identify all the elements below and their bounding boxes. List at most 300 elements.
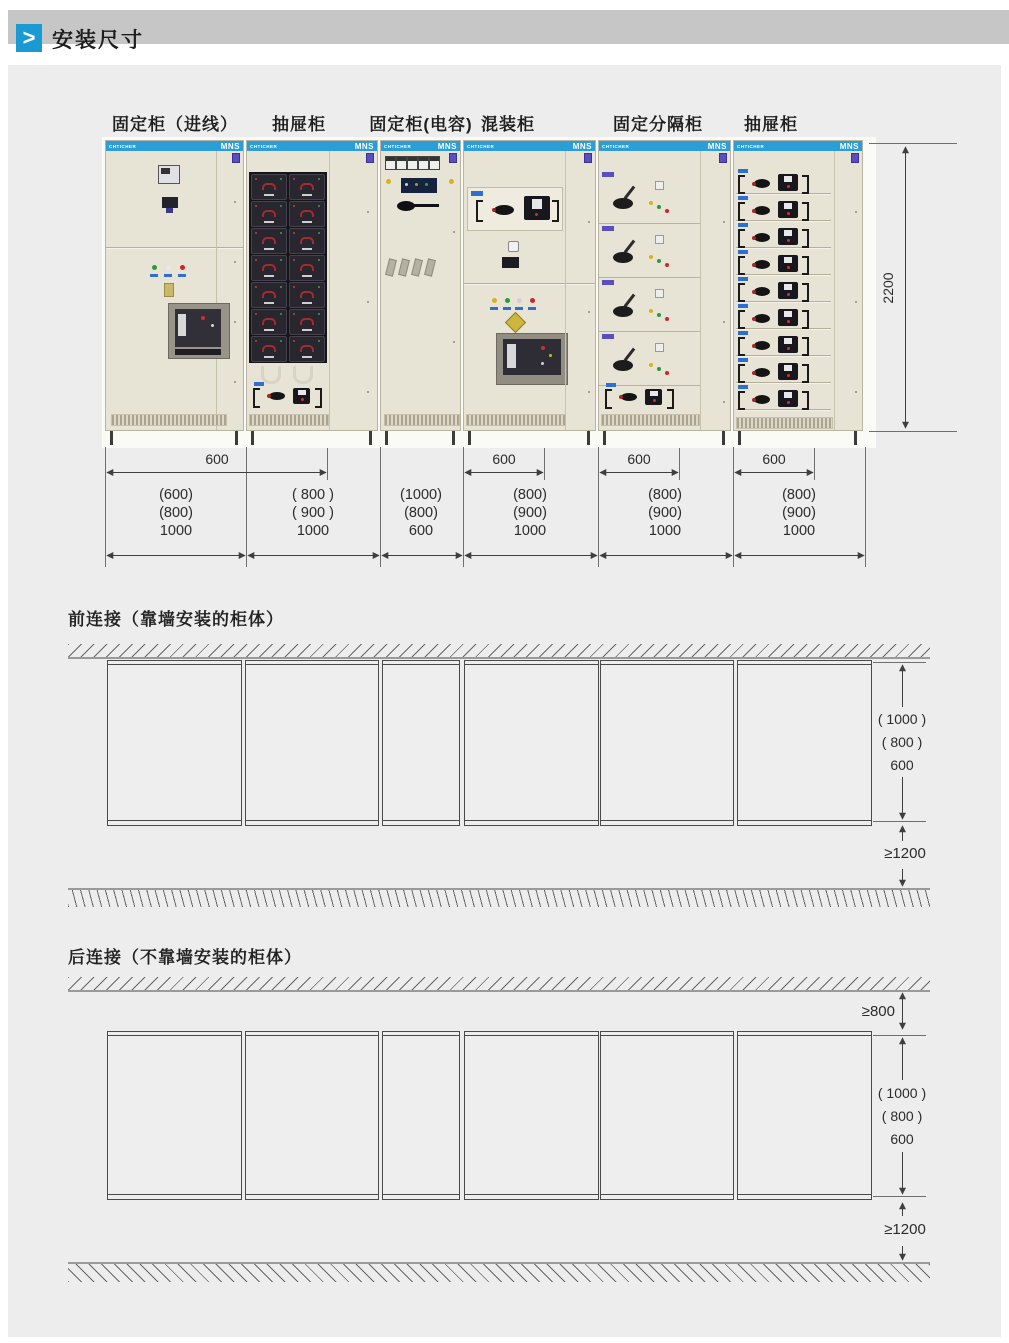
breaker-unit	[496, 333, 568, 385]
indicator-panel	[401, 178, 437, 193]
cabinet-frame-line	[108, 664, 241, 665]
indicator-lamp	[787, 212, 790, 215]
drawer-unit	[289, 201, 325, 227]
drawer-handle	[262, 183, 276, 190]
drawer-slot	[264, 248, 274, 250]
rear-cabinet-top-view	[245, 1031, 379, 1200]
indicator-lamp	[787, 320, 790, 323]
cabinet-photo-capacitor	[380, 140, 461, 431]
indicator-lamp	[492, 208, 496, 212]
dim-value: 1000	[159, 523, 193, 539]
indicator-lamp	[234, 201, 236, 203]
indicator-lamp	[649, 255, 653, 259]
model-text: MNS	[220, 141, 240, 151]
cabinet-label-fixed-incoming: 固定柜（进线）	[112, 115, 238, 134]
drawer-unit	[251, 174, 287, 200]
drawer-handle	[262, 210, 276, 217]
label-tag	[738, 196, 748, 200]
indicator-lamp	[723, 221, 725, 223]
chevron-icon	[16, 24, 42, 52]
rotary-switch	[754, 287, 770, 296]
dim-value: ( 800 )	[881, 1108, 923, 1124]
rotary-switch	[613, 360, 633, 371]
indicator-lamp	[855, 391, 857, 393]
indicator-lamp	[255, 286, 257, 288]
width-dims-mixed	[513, 486, 547, 540]
cabinet-frame-line	[738, 1035, 871, 1036]
dim-value: 1000	[782, 523, 816, 539]
drawer-handle-bracket	[738, 283, 745, 302]
cabinet-label-drawer-1: 抽屉柜	[272, 115, 326, 134]
breaker-module	[778, 390, 798, 407]
cabinet-photo-mixed	[463, 140, 596, 431]
dim-value: ( 1000 )	[877, 711, 927, 727]
indicator-lamp	[723, 401, 725, 403]
indicator-lamp	[723, 321, 725, 323]
drawer-unit	[251, 282, 287, 308]
mini-switch	[502, 257, 519, 268]
indicator-lamp	[665, 371, 669, 375]
indicator-lamp	[293, 178, 295, 180]
dim-value: 1000	[296, 523, 330, 539]
width-dims-fixed-compartment	[648, 486, 682, 540]
width-dims-capacitor	[400, 486, 442, 540]
drawer-slot	[264, 302, 274, 304]
model-badge	[449, 153, 457, 163]
dim-value: ( 1000 )	[877, 1085, 927, 1101]
label-tag	[602, 334, 614, 339]
indicator-lamp	[293, 259, 295, 261]
cabinet-frame-line	[383, 664, 459, 665]
cabinet-frame-line	[465, 820, 598, 821]
meter-face	[161, 168, 170, 174]
indicator-lamp	[367, 301, 369, 303]
indicator-lamp	[415, 183, 418, 186]
front-cabinet-top-view	[245, 660, 379, 826]
cabinet-frame-line	[738, 664, 871, 665]
indicator-lamp	[492, 298, 497, 303]
label-tag	[738, 304, 748, 308]
label-tag	[738, 331, 748, 335]
rotary-switch	[754, 233, 770, 242]
model-badge	[719, 153, 727, 163]
push-button	[655, 343, 664, 352]
panel-seam	[464, 283, 595, 284]
indicator-lamp	[234, 381, 236, 383]
rotary-handle	[505, 312, 526, 333]
indicator-lamp	[657, 313, 661, 317]
label-tag	[738, 250, 748, 254]
breaker-module	[293, 388, 310, 404]
panel-seam	[106, 247, 243, 248]
cabinet-frame-line	[108, 1035, 241, 1036]
indicator-lamp	[541, 362, 544, 365]
dim-value: (800)	[648, 487, 682, 503]
breaker-module	[778, 282, 798, 299]
gauge	[385, 156, 396, 170]
indicator-lamp	[280, 205, 282, 207]
front-cabinet-top-view	[600, 660, 734, 826]
label-tag	[515, 307, 523, 310]
label-tag	[471, 191, 483, 196]
drawer-handle-bracket	[738, 364, 745, 383]
indicator-lamp	[453, 341, 455, 343]
indicator-lamp	[293, 313, 295, 315]
indicator-lamp	[752, 263, 756, 267]
indicator-lamp	[405, 183, 408, 186]
breaker-module	[645, 389, 662, 405]
cabinet-photo-fixed-compartment	[598, 140, 731, 431]
drawer-handle-bracket	[738, 310, 745, 329]
indicator-lamp	[280, 259, 282, 261]
gauge-face	[408, 157, 417, 161]
indicator-lamp	[280, 286, 282, 288]
breaker-window	[784, 203, 792, 209]
drawer-handle	[300, 237, 314, 244]
cabinet-header-strip	[381, 141, 460, 151]
drawer-handle	[262, 264, 276, 271]
breaker-window	[784, 338, 792, 344]
drawer-handle	[300, 291, 314, 298]
gauge-face	[397, 157, 406, 161]
indicator-lamp	[255, 178, 257, 180]
indicator-lamp	[787, 266, 790, 269]
vent-grille	[384, 414, 460, 426]
gauge	[429, 156, 440, 170]
width-dims-fixed-incoming	[159, 486, 193, 540]
drawer-handle-bracket	[253, 388, 260, 408]
drawer-handle-bracket	[738, 391, 745, 410]
panel-seam	[736, 328, 831, 329]
dim-value: (800)	[159, 505, 193, 521]
breaker-window	[298, 390, 306, 395]
cabinet-frame-line	[465, 1035, 598, 1036]
label-tag	[254, 382, 264, 386]
panel-seam	[329, 151, 330, 430]
push-button	[655, 289, 664, 298]
dim-600-mixed: 600	[492, 451, 516, 467]
breaker-window	[784, 365, 792, 371]
drawer-handle-bracket	[667, 389, 674, 409]
indicator-lamp	[453, 231, 455, 233]
cabinet-frame-line	[601, 1194, 733, 1195]
indicator-lamp	[855, 211, 857, 213]
breaker-window	[784, 230, 792, 236]
drawer-handle-bracket	[738, 229, 745, 248]
fuse	[398, 258, 410, 276]
front-rear-clearance: ≥1200	[884, 845, 926, 862]
cabinet-frame-line	[465, 1194, 598, 1195]
label-tag	[738, 358, 748, 362]
cabinet-frame-line	[601, 1035, 733, 1036]
drawer-handle-bracket	[738, 256, 745, 275]
cabinet-label-fixed-compartment: 固定分隔柜	[613, 115, 703, 134]
rear-floor-hatch	[68, 1262, 930, 1282]
indicator-lamp	[318, 340, 320, 342]
indicator-lamp	[752, 344, 756, 348]
gauge-face	[386, 157, 395, 161]
indicator-lamp	[649, 201, 653, 205]
label-tag	[178, 274, 186, 277]
indicator-lamp	[665, 209, 669, 213]
drawer-slot	[302, 194, 312, 196]
push-button	[508, 241, 519, 252]
drawer-slot	[264, 356, 274, 358]
front-depth-dims	[878, 708, 926, 777]
rotary-switch	[754, 260, 770, 269]
front-wall-hatch	[68, 644, 930, 659]
cabinet-header-strip	[734, 141, 862, 151]
dim-value: ( 800 )	[881, 734, 923, 750]
drawer-unit	[251, 336, 287, 362]
indicator-lamp	[752, 182, 756, 186]
label-tag	[602, 172, 614, 177]
drawer-unit	[251, 228, 287, 254]
indicator-lamp	[855, 301, 857, 303]
cabinet-leg	[587, 431, 590, 445]
rotary-switch	[621, 393, 637, 401]
front-connection-title: 前连接（靠墙安装的柜体）	[68, 610, 284, 629]
breaker-face	[175, 349, 221, 355]
cabinet-frame-line	[246, 1194, 378, 1195]
rear-cabinet-top-view	[107, 1031, 242, 1200]
dim-value: (900)	[782, 505, 816, 521]
gauge-face	[419, 157, 428, 161]
indicator-lamp	[166, 265, 171, 270]
indicator-lamp	[752, 371, 756, 375]
indicator-lamp	[657, 259, 661, 263]
drawer-unit	[251, 309, 287, 335]
drawer-unit	[289, 255, 325, 281]
chevron-glyph: >	[22, 25, 36, 50]
compartment	[599, 223, 700, 278]
gauge	[396, 156, 407, 170]
front-cabinet-top-view	[107, 660, 242, 826]
indicator-lamp	[752, 317, 756, 321]
front-cabinet-top-view	[464, 660, 599, 826]
indicator-lamp	[367, 211, 369, 213]
drawer-slot	[302, 329, 312, 331]
indicator-lamp	[535, 213, 538, 216]
drawer-handle-bracket	[552, 200, 559, 222]
drawer-slot	[264, 221, 274, 223]
width-dims-drawer1	[292, 486, 334, 540]
indicator-lamp	[505, 298, 510, 303]
breaker-module	[778, 228, 798, 245]
drawer-unit	[289, 336, 325, 362]
switch-drawer	[467, 187, 563, 231]
dim-value: 600	[408, 523, 434, 539]
indicator-lamp	[752, 209, 756, 213]
width-dims-drawer2	[782, 486, 816, 540]
indicator-lamp	[549, 354, 552, 357]
indicator-lamp	[752, 398, 756, 402]
indicator-lamp	[752, 290, 756, 294]
cabinet-leg	[235, 431, 238, 445]
breaker-switch	[166, 208, 173, 213]
breaker-window	[178, 314, 186, 336]
front-floor-hatch	[68, 888, 930, 907]
indicator-lamp	[234, 261, 236, 263]
drawer-unit	[289, 174, 325, 200]
label-tag	[602, 280, 614, 285]
drawer-handle	[262, 318, 276, 325]
rear-wall-hatch	[68, 977, 930, 992]
cabinet-leg	[452, 431, 455, 445]
indicator-lamp	[318, 178, 320, 180]
brand-text: CHTICHER	[250, 143, 278, 149]
breaker-module	[778, 255, 798, 272]
dim-value: (600)	[159, 487, 193, 503]
indicator-lamp	[787, 374, 790, 377]
brand-text: CHTICHER	[737, 143, 765, 149]
cabinet-frame-line	[738, 1194, 871, 1195]
label-tag	[528, 307, 536, 310]
drawer-slot	[302, 275, 312, 277]
drawer-handle-bracket	[738, 337, 745, 356]
label-tag	[490, 307, 498, 310]
indicator-lamp	[280, 178, 282, 180]
label-tag	[150, 274, 158, 277]
cabinet-frame-line	[383, 1035, 459, 1036]
indicator-lamp	[787, 293, 790, 296]
compartment	[599, 277, 700, 332]
cabinet-leg	[468, 431, 471, 445]
cabinet-header-strip	[464, 141, 595, 151]
indicator-lamp	[318, 313, 320, 315]
drawer-handle-bracket	[802, 229, 809, 248]
page-title: 安装尺寸	[52, 29, 144, 52]
cabinet-photo-drawer-1	[246, 140, 378, 431]
indicator-lamp	[787, 401, 790, 404]
indicator-lamp	[280, 232, 282, 234]
drawer-slot	[302, 302, 312, 304]
rotary-switch	[754, 368, 770, 377]
drawer-handle-bracket	[738, 202, 745, 221]
push-button	[655, 181, 664, 190]
indicator-lamp	[255, 259, 257, 261]
gauge	[418, 156, 429, 170]
rear-connection-title: 后连接（不靠墙安装的柜体）	[68, 948, 302, 967]
vent-grille	[466, 414, 566, 426]
drawer-slot	[264, 329, 274, 331]
vent-grille	[111, 414, 227, 426]
drawer-slot	[264, 194, 274, 196]
compartment	[599, 331, 700, 386]
indicator-lamp	[211, 324, 214, 327]
drawer-handle	[300, 264, 314, 271]
panel-seam	[216, 151, 217, 430]
drawer-unit	[251, 201, 287, 227]
breaker-window	[532, 199, 542, 209]
breaker-module	[778, 309, 798, 326]
model-text: MNS	[572, 141, 592, 151]
cabinet-leg	[603, 431, 606, 445]
indicator-lamp	[787, 185, 790, 188]
rotary-switch	[613, 252, 633, 263]
rotary-switch	[269, 392, 285, 400]
hook	[261, 366, 281, 384]
cabinet-header-strip	[599, 141, 730, 151]
drawer-handle	[300, 210, 314, 217]
indicator-lamp	[386, 179, 391, 184]
indicator-lamp	[787, 347, 790, 350]
indicator-lamp	[293, 340, 295, 342]
drawer-slot	[302, 356, 312, 358]
dim-value: (800)	[513, 487, 547, 503]
indicator-lamp	[180, 265, 185, 270]
breaker-module	[778, 201, 798, 218]
cabinet-label-mixed: 混装柜	[481, 115, 535, 134]
panel-seam	[736, 301, 831, 302]
cabinet-header-strip	[106, 141, 243, 151]
dim-600-drawer2: 600	[762, 451, 786, 467]
panel-seam	[736, 355, 831, 356]
model-text: MNS	[354, 141, 374, 151]
meter	[158, 165, 180, 184]
model-badge	[232, 153, 240, 163]
cabinet-leg	[738, 431, 741, 445]
rotary-switch	[754, 179, 770, 188]
key-lock	[164, 283, 174, 297]
indicator-lamp	[665, 317, 669, 321]
vent-grille	[736, 417, 833, 429]
fuse	[424, 258, 436, 276]
drawer-handle	[300, 183, 314, 190]
drawer-handle-bracket	[802, 337, 809, 356]
indicator-lamp	[255, 313, 257, 315]
gauge-face	[430, 157, 439, 161]
brand-text: CHTICHER	[384, 143, 412, 149]
breaker-window	[784, 311, 792, 317]
panel-seam	[736, 220, 831, 221]
rotary-switch	[754, 206, 770, 215]
label-tag	[738, 277, 748, 281]
indicator-lamp	[517, 298, 522, 303]
rotary-switch	[494, 205, 514, 215]
dim-value: (1000)	[400, 487, 442, 503]
indicator-lamp	[665, 263, 669, 267]
indicator-lamp	[318, 286, 320, 288]
vent-grille	[249, 414, 329, 426]
indicator-lamp	[619, 395, 623, 399]
panel-seam	[736, 193, 831, 194]
panel-seam	[736, 409, 831, 410]
indicator-lamp	[588, 311, 590, 313]
breaker-window	[784, 392, 792, 398]
indicator-lamp	[541, 346, 545, 350]
drawer-handle-bracket	[738, 175, 745, 194]
cabinet-leg	[251, 431, 254, 445]
cabinet-frame-line	[246, 664, 378, 665]
panel-seam	[834, 151, 835, 430]
cabinet-frame-line	[465, 664, 598, 665]
panel-seam	[700, 151, 701, 430]
dim-600-drawer1: 600	[205, 451, 229, 467]
cabinet-frame-line	[383, 820, 459, 821]
dim-value: 600	[890, 1131, 914, 1147]
indicator-lamp	[293, 205, 295, 207]
label-tag	[606, 383, 616, 387]
drawer-unit	[289, 228, 325, 254]
rear-depth-dims	[878, 1082, 926, 1151]
cabinet-frame-line	[108, 820, 241, 821]
cabinet-frame-line	[601, 664, 733, 665]
dim-value: 1000	[513, 523, 547, 539]
dim-value: ( 900 )	[292, 505, 334, 521]
dim-value: (900)	[648, 505, 682, 521]
drawer-handle	[262, 291, 276, 298]
